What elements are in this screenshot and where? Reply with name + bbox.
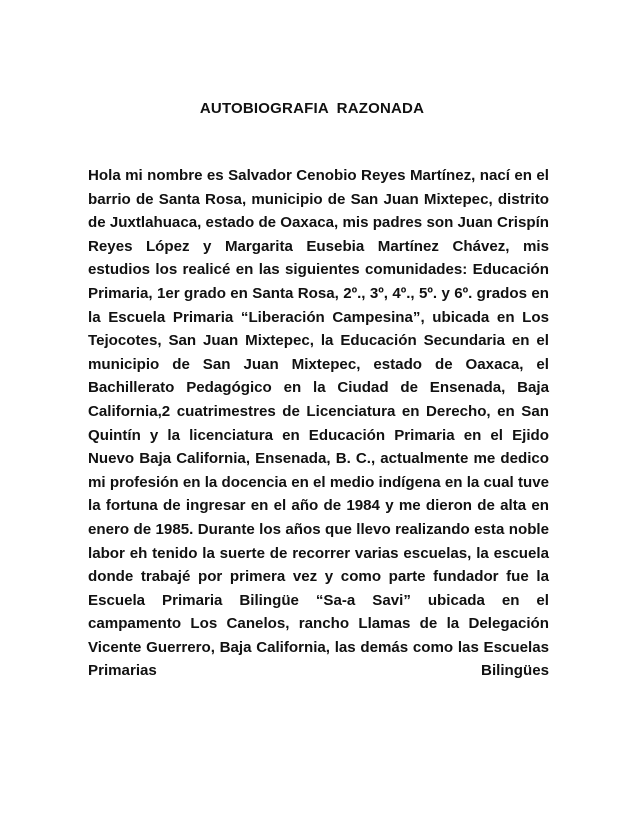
document-body-paragraph: Hola mi nombre es Salvador Cenobio Reyes Martínez, nací en el barrio de Santa Rosa, municipio de San Juan Mixtepec, distrito de Juxtlahuaca, estado de Oaxaca, mis padres son Juan Crispín Reyes López y Margarita Eusebia Martínez Chávez, mis estudios los realicé en las siguientes comunidades: Educación Primaria, 1er grado en Santa Rosa, 2º., 3º, 4º., 5º. y 6º. grados en la Escuela Primaria “Liberación Campesina”, ubicada en Los Tejocotes, San Juan Mixtepec, la Educación Secundaria en el municipio de San Juan Mixtepec, estado de Oaxaca, el Bachillerato Pedagógico en la Ciudad de Ensenada, Baja California,2 cuatrimestres de Licenciatura en Derecho, en San Quintín y la licenciatura en Educación Primaria en el Ejido Nuevo Baja California, Ensenada, B. C., actualmente me dedico mi profesión en la docencia en el medio indígena en la cual tuve la fortuna de ingresar en el año de 1984 y me dieron de alta en enero de 1985. Durante los años que llevo realizando esta noble labor eh tenido la suerte de recorrer varias escuelas, la escuela donde trabajé por primera vez y como parte fundador fue la Escuela Primaria Bilingüe “Sa-a Savi” ubicada en el campamento Los Canelos, rancho Llamas de la Delegación Vicente Guerrero, Baja California, las demás como las Escuelas Primarias Bilingües: [88, 167, 549, 680]
document-title: AUTOBIOGRAFIA RAZONADA: [199, 100, 425, 117]
